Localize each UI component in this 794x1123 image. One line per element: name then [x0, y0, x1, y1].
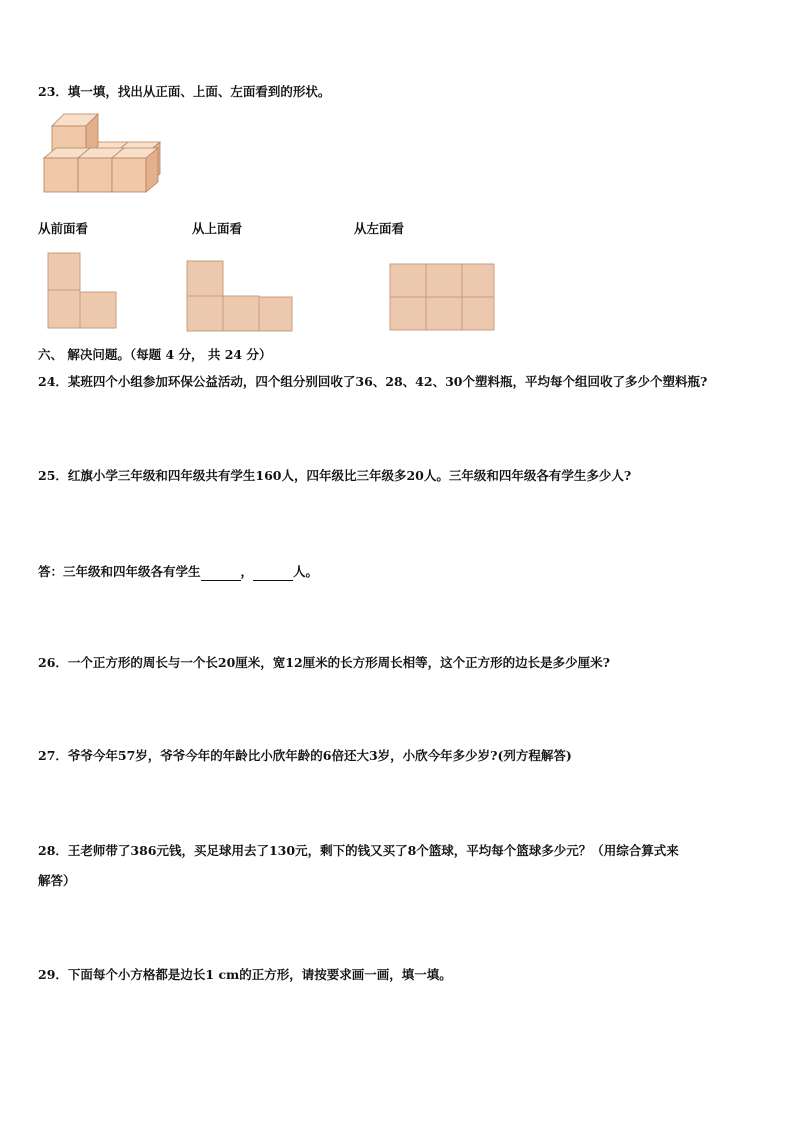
view-label-left: 从左面看: [354, 221, 405, 236]
question-28-line-1: 28．王老师带了386元钱，买足球用去了130元，剩下的钱又买了8个篮球，平均每个篮球多少元？（用综合算式来: [38, 843, 679, 858]
top-view-figure: [187, 261, 297, 336]
question-27: 27．爷爷今年57岁，爷爷今年的年龄比小欣年龄的6倍还大3岁，小欣今年多少岁?(列方程解答): [38, 748, 572, 763]
view-label-front: 从前面看: [38, 221, 89, 236]
left-view-figure: [390, 264, 500, 336]
view-label-top: 从上面看: [192, 221, 243, 236]
question-29: 29．下面每个小方格都是边长1 cm的正方形，请按要求画一画，填一填。: [38, 967, 452, 982]
section-6-heading: 六、 解决问题。（每题 4 分， 共 24 分）: [38, 347, 272, 362]
answer-25-suffix: 人。: [293, 564, 319, 579]
answer-25-blank-2[interactable]: [253, 564, 293, 581]
cube-stack-figure: [40, 112, 180, 212]
answer-25-blank-1[interactable]: [201, 564, 241, 581]
answer-25-separator: ，: [240, 564, 254, 579]
question-24: 24．某班四个小组参加环保公益活动，四个组分别回收了36、28、42、30个塑料瓶，平均每个组回收了多少个塑料瓶?: [38, 374, 708, 389]
answer-25-prefix: 答：三年级和四年级各有学生: [38, 564, 201, 579]
answer-25-line: [38, 564, 318, 581]
question-28-line-2: 解答）: [38, 873, 76, 888]
front-view-figure: [48, 253, 128, 333]
question-25: 25．红旗小学三年级和四年级共有学生160人，四年级比三年级多20人。三年级和四年级各有学生多少人?: [38, 468, 632, 483]
question-23: 23．填一填，找出从正面、上面、左面看到的形状。: [38, 84, 331, 99]
cube-front-row: [44, 148, 158, 192]
question-26: 26．一个正方形的周长与一个长20厘米，宽12厘米的长方形周长相等，这个正方形的边长是多少厘米?: [38, 655, 611, 670]
